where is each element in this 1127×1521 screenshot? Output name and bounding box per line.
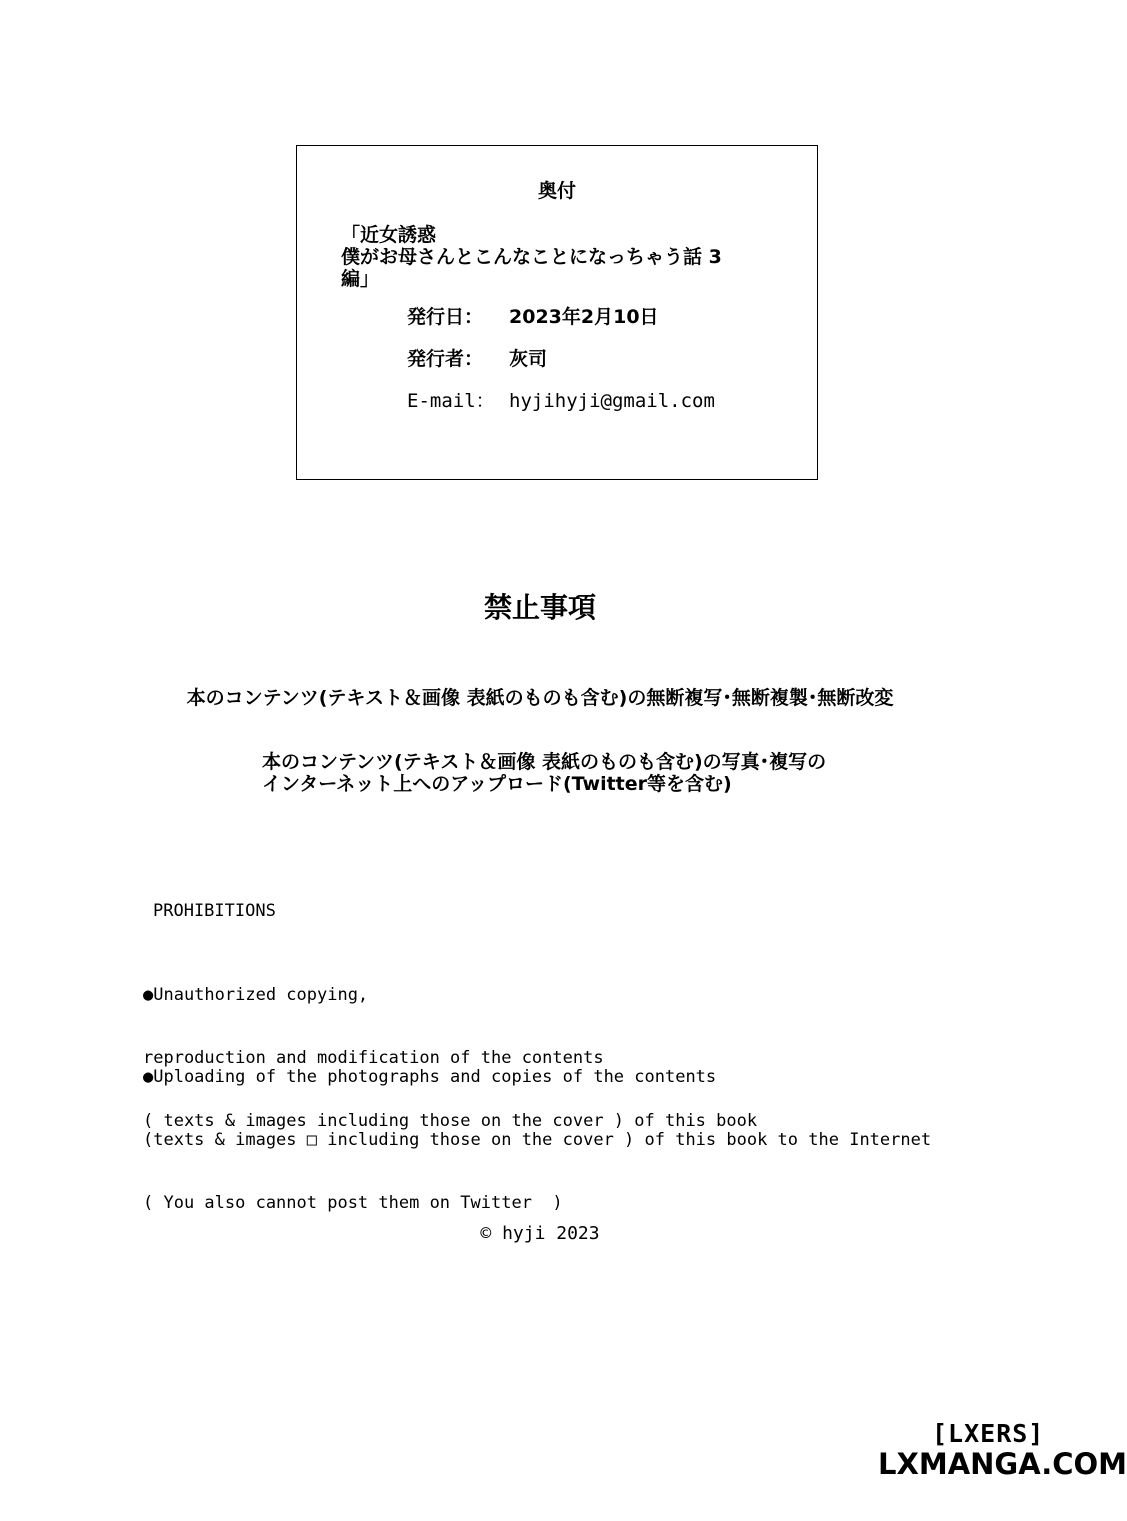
- title-line-1: 「近女誘惑: [341, 224, 437, 246]
- email-row: [407, 386, 715, 413]
- title-line-2: 僕がお母さんとこんなことになっちゃう話 3: [341, 246, 722, 268]
- publisher-row: [407, 344, 547, 371]
- prohibition-en-2-line-2: (texts & images □ including those on the cover ) of this book to the Internet: [143, 1130, 932, 1150]
- prohibition-en-1-line-3: ( texts & images including those on the cover ) of this book: [143, 1111, 758, 1131]
- watermark-line-2: LXMANGA.COM: [878, 1447, 1127, 1481]
- prohibition-item-en-2: [143, 1025, 931, 1235]
- prohibition-en-2-line-1: ●Uploading of the photographs and copies of the contents: [143, 1067, 717, 1087]
- colophon-title: [341, 224, 722, 290]
- publish-date-row: [407, 302, 659, 329]
- prohibitions-heading-jp: 禁止事項: [483, 591, 596, 624]
- colophon-heading: 奥付: [537, 180, 576, 202]
- copyright-notice: © hyji 2023: [480, 1223, 600, 1244]
- prohibition-jp-2-line-1: 本のコンテンツ(テキスト＆画像 表紙のものも含む)の写真･複写の: [262, 751, 827, 773]
- prohibition-en-2-line-3: ( You also cannot post them on Twitter ): [143, 1193, 563, 1213]
- prohibition-item-jp-1: 本のコンテンツ(テキスト＆画像 表紙のものも含む)の無断複写･無断複製･無断改変: [186, 687, 894, 709]
- publish-date-label: 発行日：: [407, 306, 484, 328]
- prohibition-en-1-line-1: ●Unauthorized copying,: [143, 985, 369, 1005]
- prohibition-jp-2-line-2: インターネット上へのアップロード(Twitter等を含む): [262, 773, 732, 795]
- email-label: E-mail：: [407, 390, 495, 412]
- prohibition-item-jp-2: [262, 751, 826, 795]
- colophon-box: [296, 145, 818, 480]
- prohibitions-heading-en: PROHIBITIONS: [153, 901, 276, 921]
- title-line-3: 編」: [341, 268, 380, 290]
- prohibition-en-1-line-2: reproduction and modification of the contents: [143, 1048, 604, 1068]
- watermark-line-1: [LXERS]: [932, 1419, 1045, 1448]
- publisher-label: 発行者：: [407, 348, 484, 370]
- publisher-value: 灰司: [509, 348, 548, 370]
- email-value: hyjihyji@gmail.com: [509, 390, 715, 412]
- publish-date-value: 2023年2月10日: [509, 306, 659, 328]
